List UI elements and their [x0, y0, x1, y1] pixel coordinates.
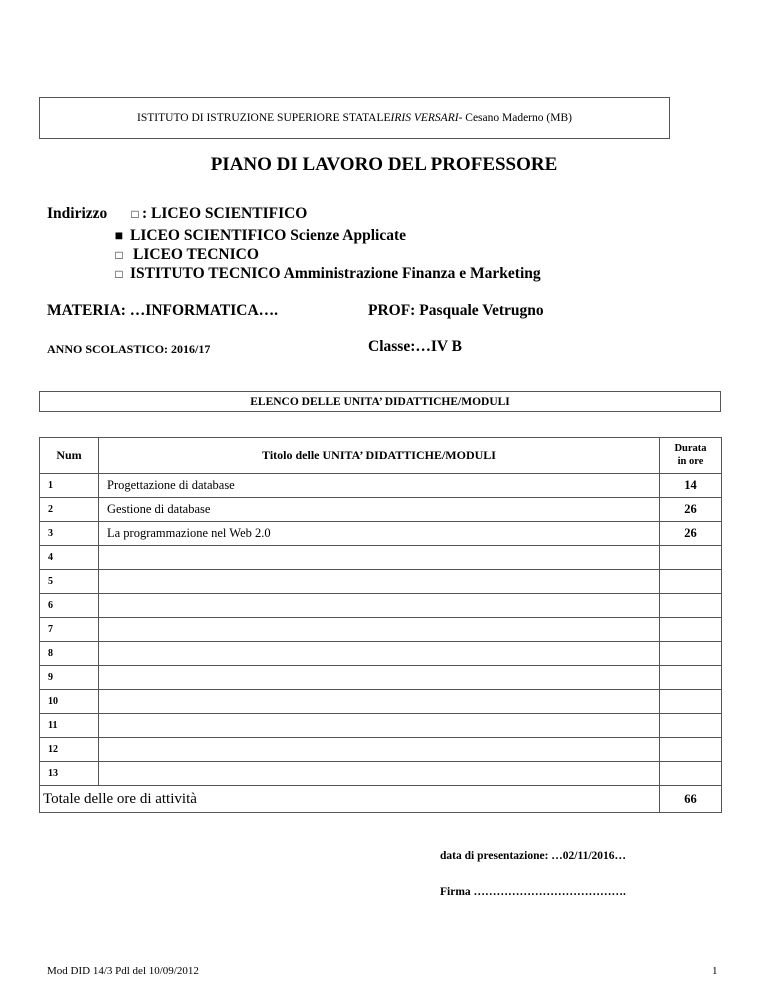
- indirizzo-option-liceo-tecnico: [108, 246, 259, 264]
- header-duration: [660, 438, 722, 474]
- row-title: [99, 714, 660, 738]
- table-header-row: [40, 438, 722, 474]
- firma-line: Firma ………………………………….: [440, 886, 626, 898]
- row-title: [99, 570, 660, 594]
- row-hours: 14: [660, 474, 722, 498]
- table-row: [40, 666, 722, 690]
- table-row: [40, 474, 722, 498]
- page-title: PIANO DI LAVORO DEL PROFESSORE: [210, 154, 558, 175]
- table-row: [40, 690, 722, 714]
- anno-scolastico-field: ANNO SCOLASTICO: 2016/17: [47, 342, 211, 356]
- header-title: Titolo delle UNITA’ DIDATTICHE/MODULI: [99, 438, 660, 474]
- header-duration-line2: in ore: [677, 455, 704, 467]
- table-row: [40, 594, 722, 618]
- row-num: 3: [40, 522, 99, 546]
- header-num: Num: [40, 438, 99, 474]
- checkbox-filled-icon: ■: [114, 229, 124, 244]
- checkbox-empty-icon: □: [115, 267, 123, 281]
- row-title: [99, 642, 660, 666]
- classe-field: Classe:…IV B: [368, 338, 463, 355]
- total-label: Totale delle ore di attività: [40, 786, 660, 813]
- row-hours: [660, 666, 722, 690]
- indirizzo-option-istituto-tecnico: [108, 265, 541, 283]
- row-num: 9: [40, 666, 99, 690]
- row-num: 7: [40, 618, 99, 642]
- row-title: Gestione di database: [99, 498, 660, 522]
- row-hours: 26: [660, 522, 722, 546]
- row-title: [99, 690, 660, 714]
- row-hours: [660, 738, 722, 762]
- row-hours: [660, 714, 722, 738]
- row-title: Progettazione di database: [99, 474, 660, 498]
- table-row: [40, 618, 722, 642]
- units-table: [39, 437, 722, 813]
- row-num: 12: [40, 738, 99, 762]
- indirizzo-option-scienze-applicate: [108, 227, 406, 245]
- row-title: [99, 762, 660, 786]
- checkbox-empty-icon: □: [131, 207, 139, 221]
- row-num: 6: [40, 594, 99, 618]
- row-title: La programmazione nel Web 2.0: [99, 522, 660, 546]
- row-num: 2: [40, 498, 99, 522]
- indirizzo-option-label: ISTITUTO TECNICO Amministrazione Finanza e Marketing: [130, 265, 541, 282]
- indirizzo-option-liceo-scientifico: [128, 205, 307, 223]
- table-row: [40, 498, 722, 522]
- table-row: [40, 546, 722, 570]
- indirizzo-option-label: LICEO SCIENTIFICO Scienze Applicate: [130, 227, 407, 244]
- indirizzo-option-label: LICEO TECNICO: [133, 246, 259, 263]
- institute-suffix: - Cesano Maderno (MB): [458, 112, 572, 124]
- row-title: [99, 738, 660, 762]
- row-title: [99, 594, 660, 618]
- row-num: 5: [40, 570, 99, 594]
- header-duration-line1: Durata: [674, 443, 707, 455]
- elenco-title-box: ELENCO DELLE UNITA’ DIDATTICHE/MODULI: [39, 391, 721, 412]
- row-num: 1: [40, 474, 99, 498]
- indirizzo-label: Indirizzo: [47, 205, 108, 222]
- row-hours: 26: [660, 498, 722, 522]
- institute-name: IRIS VERSARI: [390, 112, 459, 124]
- row-num: 10: [40, 690, 99, 714]
- total-hours: 66: [660, 786, 722, 813]
- prof-field: PROF: Pasquale Vetrugno: [368, 302, 544, 319]
- row-title: [99, 666, 660, 690]
- institute-header-box: [39, 97, 670, 139]
- row-hours: [660, 762, 722, 786]
- row-num: 8: [40, 642, 99, 666]
- row-hours: [660, 642, 722, 666]
- row-num: 4: [40, 546, 99, 570]
- row-hours: [660, 546, 722, 570]
- institute-prefix: ISTITUTO DI ISTRUZIONE SUPERIORE STATALE: [137, 112, 391, 124]
- row-hours: [660, 570, 722, 594]
- table-row: [40, 714, 722, 738]
- row-title: [99, 618, 660, 642]
- row-hours: [660, 618, 722, 642]
- row-num: 13: [40, 762, 99, 786]
- table-row: [40, 570, 722, 594]
- row-hours: [660, 594, 722, 618]
- table-row: [40, 762, 722, 786]
- row-hours: [660, 690, 722, 714]
- row-title: [99, 546, 660, 570]
- materia-field: MATERIA: …INFORMATICA….: [47, 302, 279, 319]
- page-number: 1: [712, 965, 718, 977]
- module-code: Mod DID 14/3 Pdl del 10/09/2012: [47, 965, 199, 977]
- table-row: [40, 642, 722, 666]
- table-row: [40, 522, 722, 546]
- table-total-row: [40, 786, 722, 813]
- data-presentazione: data di presentazione: …02/11/2016…: [440, 850, 627, 862]
- checkbox-empty-icon: □: [115, 248, 123, 262]
- table-row: [40, 738, 722, 762]
- row-num: 11: [40, 714, 99, 738]
- indirizzo-option-label: : LICEO SCIENTIFICO: [142, 205, 308, 222]
